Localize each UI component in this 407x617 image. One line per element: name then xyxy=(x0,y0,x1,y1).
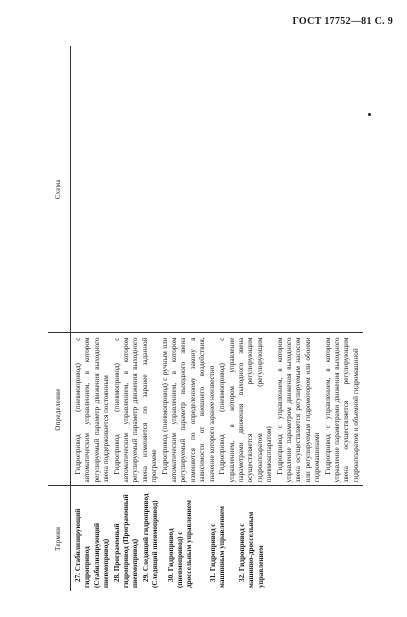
terms-table xyxy=(48,46,363,591)
definition-28: Гидропривод (пневмопривод) с автоматическим управлением, в котором регулируемый параметр движения выходного звена изменяется по заранее заданной программе xyxy=(112,337,159,483)
term-27: 27. Стабилизирующий гидропривод (Стабилизирующий пневмопривод) xyxy=(74,508,111,588)
scheme-cell xyxy=(71,46,364,333)
table-header-row xyxy=(48,46,71,591)
term-31: 31. Гидропривод с машинным управлением xyxy=(208,506,227,588)
stray-mark xyxy=(368,113,371,116)
definition-32: Гидропривод с управлением, в котором управление параметрами движения выходного звена осуществляется регулирующим гидроаппаратом и объемной гидромашиной xyxy=(323,337,360,483)
table-row xyxy=(71,46,364,591)
term-28: 28. Программный гидропривод (Программный пневмопривод) xyxy=(112,494,140,588)
term-29: 29. Следящий гидропривод (Следящий пневмопривод) xyxy=(141,493,160,588)
definition-29: Гидропривод (пневмопривод) с ручным или автоматическим управлением, в котором регулируемый параметр выходного звена изменяется по определенному закону в зависимости от внешнего воздействия, значение которого заранее неизвестно xyxy=(160,337,216,483)
definition-27: Гидропривод (пневмопривод) с автоматическим управлением, в котором регулируемый параметр движения выходного звена поддерживается постоянным xyxy=(74,337,111,483)
column-header-term: Термин xyxy=(48,486,71,591)
page-header: ГОСТ 17752—81 С. 9 xyxy=(292,16,393,27)
column-header-scheme: Схема xyxy=(48,46,71,333)
rotated-table-container xyxy=(48,46,363,591)
column-header-definition: Определение xyxy=(48,333,71,486)
definition-30: Гидропривод (пневмопривод) с управлением, в котором управление параметрами движения выходного звена осуществляется регулирующим гидроаппаратом (регулирующим пневмоаппаратом) xyxy=(218,337,274,483)
definition-31: Гидропривод с управлением, в котором управление параметром движения выходного звена осуществляется регулируемым насосом или регулируемым гидромотором или обоими гидромашинами xyxy=(275,337,322,483)
term-30: 30. Гидропривод (пневмопривод) с дроссельным управлением xyxy=(166,500,194,588)
term-32: 32. Гидропривод с машинно-дроссельным управлением xyxy=(237,511,265,588)
